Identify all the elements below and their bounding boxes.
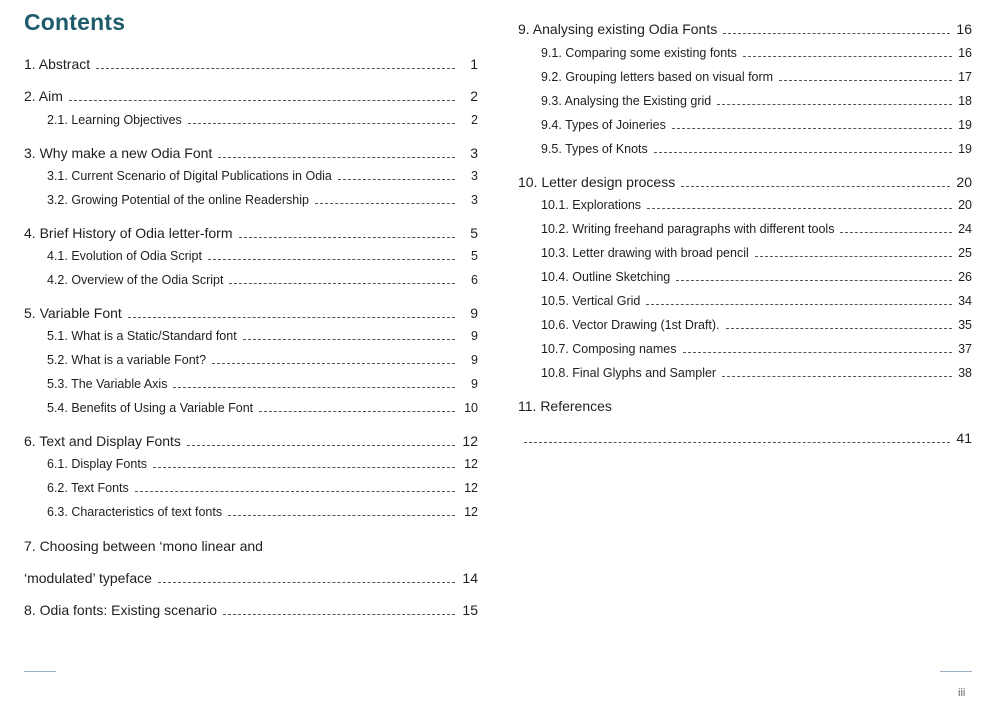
toc-entry-page: 16: [958, 46, 972, 60]
toc-entry-label: 9. Analysing existing Odia Fonts: [518, 21, 718, 37]
toc-entry[interactable]: [518, 430, 972, 446]
dot-leader: [128, 317, 455, 318]
toc-entry[interactable]: [518, 222, 972, 236]
toc-entry-page: 19: [958, 142, 972, 156]
dot-leader: [315, 203, 455, 204]
dot-leader: [158, 582, 455, 583]
toc-entry[interactable]: [24, 145, 478, 161]
toc-entry[interactable]: [518, 21, 972, 37]
toc-entry[interactable]: [24, 193, 478, 207]
toc-entry-label: 9.5. Types of Knots: [541, 142, 648, 156]
toc-entry-page: 9: [470, 305, 478, 321]
dot-leader: [223, 614, 455, 615]
toc-entry-label: 10.7. Composing names: [541, 342, 677, 356]
contents-title: Contents: [24, 9, 126, 35]
toc-entry[interactable]: [24, 401, 478, 415]
toc-entry-label: 4. Brief History of Odia letter-form: [24, 225, 233, 241]
toc-entry[interactable]: [24, 602, 478, 618]
toc-entry[interactable]: [24, 113, 478, 127]
toc-entry[interactable]: [24, 353, 478, 367]
toc-entry-page: 12: [464, 457, 478, 471]
dot-leader: [722, 376, 952, 377]
toc-entry[interactable]: [518, 342, 972, 356]
toc-entry-page: 2: [471, 113, 478, 127]
toc-entry-label: 10.3. Letter drawing with broad pencil: [541, 246, 749, 260]
dot-leader: [69, 100, 455, 101]
toc-entry[interactable]: [24, 481, 478, 495]
dot-leader: [683, 352, 953, 353]
dot-leader: [654, 152, 952, 153]
toc-entry-label: 3. Why make a new Odia Font: [24, 145, 213, 161]
toc-entry-page: 18: [958, 94, 972, 108]
toc-entry[interactable]: [24, 273, 478, 287]
toc-entry-page: 16: [956, 21, 972, 37]
toc-entry[interactable]: [24, 377, 478, 391]
toc-entry[interactable]: [24, 56, 478, 72]
toc-entry-label: 4.2. Overview of the Odia Script: [47, 273, 224, 287]
toc-entry-page: 1: [470, 56, 478, 72]
toc-entry-label: ‘modulated’ typeface: [24, 570, 152, 586]
toc-entry[interactable]: [518, 118, 972, 132]
toc-entry-page: 19: [958, 118, 972, 132]
toc-entry-label: 9.4. Types of Joineries: [541, 118, 666, 132]
toc-entry[interactable]: [24, 225, 478, 241]
dot-leader: [218, 157, 455, 158]
dot-leader: [676, 280, 952, 281]
footer-rule-left: [24, 671, 56, 672]
toc-entry-label: 8. Odia fonts: Existing scenario: [24, 602, 217, 618]
toc-entry-label: 6.2. Text Fonts: [47, 481, 129, 495]
toc-entry-page: 26: [958, 270, 972, 284]
toc-entry-label: 3.1. Current Scenario of Digital Publications in Odia: [47, 169, 332, 183]
toc-entry-page: 15: [462, 602, 478, 618]
dot-leader: [726, 328, 953, 329]
dot-leader: [338, 179, 455, 180]
dot-leader: [681, 186, 950, 187]
page-number: iii: [958, 687, 966, 699]
toc-entry[interactable]: [24, 88, 478, 104]
toc-entry-label: 6.1. Display Fonts: [47, 457, 148, 471]
dot-leader: [208, 259, 455, 260]
toc-entry[interactable]: [518, 318, 972, 332]
toc-entry[interactable]: [24, 329, 478, 343]
toc-entry-page: 12: [464, 481, 478, 495]
toc-entry-label: 5.2. What is a variable Font?: [47, 353, 207, 367]
toc-entry[interactable]: [24, 249, 478, 263]
toc-entry[interactable]: [518, 198, 972, 212]
dot-leader: [135, 491, 455, 492]
toc-entry-label: 1. Abstract: [24, 56, 91, 72]
toc-entry-label: 5.1. What is a Static/Standard font: [47, 329, 237, 343]
toc-entry-page: 34: [958, 294, 972, 308]
toc-entry[interactable]: [518, 246, 972, 260]
dot-leader: [743, 56, 952, 57]
dot-leader: [779, 80, 952, 81]
toc-entry-page: 17: [958, 70, 972, 84]
toc-entry-page: 5: [471, 249, 478, 263]
toc-entry[interactable]: [24, 433, 478, 449]
toc-entry-page: 35: [958, 318, 972, 332]
toc-entry[interactable]: [518, 70, 972, 84]
dot-leader: [228, 515, 455, 516]
toc-entry-label: 9.3. Analysing the Existing grid: [541, 94, 712, 108]
dot-leader: [840, 232, 952, 233]
toc-entry-label: 10.4. Outline Sketching: [541, 270, 671, 284]
dot-leader: [672, 128, 952, 129]
dot-leader: [229, 283, 455, 284]
dot-leader: [212, 363, 455, 364]
dot-leader: [755, 256, 952, 257]
toc-entry-label: 4.1. Evolution of Odia Script: [47, 249, 202, 263]
toc-entry-label: 5.3. The Variable Axis: [47, 377, 168, 391]
toc-entry-label: 6. Text and Display Fonts: [24, 433, 181, 449]
toc-entry-page: 12: [462, 433, 478, 449]
dot-leader: [646, 304, 952, 305]
dot-leader: [239, 237, 455, 238]
dot-leader: [153, 467, 455, 468]
toc-entry-page: 6: [471, 273, 478, 287]
toc-entry-label: 10.1. Explorations: [541, 198, 642, 212]
toc-entry-label: 10.6. Vector Drawing (1st Draft).: [541, 318, 720, 332]
toc-entry[interactable]: [24, 505, 478, 519]
toc-entry-page: 38: [958, 366, 972, 380]
toc-entry-label: 11. References: [518, 398, 612, 414]
toc-entry[interactable]: [518, 366, 972, 380]
toc-entry[interactable]: [518, 294, 972, 308]
toc-entry-page: 3: [471, 193, 478, 207]
toc-entry[interactable]: [518, 398, 972, 414]
toc-entry-page: 20: [958, 198, 972, 212]
toc-entry-page: 14: [462, 570, 478, 586]
toc-entry-page: 10: [464, 401, 478, 415]
toc-entry-label: 3.2. Growing Potential of the online Readership: [47, 193, 309, 207]
dot-leader: [524, 442, 950, 443]
toc-entry[interactable]: [24, 457, 478, 471]
toc-entry-page: 5: [470, 225, 478, 241]
toc-entry-label: 5. Variable Font: [24, 305, 122, 321]
toc-entry-page: 9: [471, 329, 478, 343]
toc-entry-label: 10.8. Final Glyphs and Sampler: [541, 366, 717, 380]
toc-entry-page: 20: [956, 174, 972, 190]
dot-leader: [96, 68, 455, 69]
toc-entry-page: 12: [464, 505, 478, 519]
toc-entry-label: 2.1. Learning Objectives: [47, 113, 182, 127]
toc-entry-page: 9: [471, 377, 478, 391]
toc-entry[interactable]: [518, 46, 972, 60]
toc-entry-label: 6.3. Characteristics of text fonts: [47, 505, 223, 519]
dot-leader: [243, 339, 455, 340]
dot-leader: [259, 411, 455, 412]
toc-entry[interactable]: [518, 174, 972, 190]
toc-entry-page: 9: [471, 353, 478, 367]
toc-entry-label: 10.5. Vertical Grid: [541, 294, 641, 308]
toc-entry-page: 2: [470, 88, 478, 104]
toc-entry-page: 3: [470, 145, 478, 161]
toc-entry-label: 10.2. Writing freehand paragraphs with different tools: [541, 222, 835, 236]
toc-entry-label: 10. Letter design process: [518, 174, 676, 190]
dot-leader: [188, 123, 455, 124]
dot-leader: [173, 387, 455, 388]
toc-entry[interactable]: [518, 142, 972, 156]
toc-entry[interactable]: [24, 538, 478, 554]
footer-rule-right: [940, 671, 972, 672]
dot-leader: [187, 445, 455, 446]
toc-entry-label: 9.1. Comparing some existing fonts: [541, 46, 737, 60]
dot-leader: [717, 104, 952, 105]
toc-entry[interactable]: [24, 305, 478, 321]
toc-entry-page: 24: [958, 222, 972, 236]
toc-entry-page: 3: [471, 169, 478, 183]
toc-entry[interactable]: [24, 570, 478, 586]
toc-entry-page: 25: [958, 246, 972, 260]
toc-entry-label: 9.2. Grouping letters based on visual form: [541, 70, 774, 84]
toc-entry[interactable]: [518, 94, 972, 108]
toc-entry-page: 41: [956, 430, 972, 446]
dot-leader: [647, 208, 952, 209]
toc-entry[interactable]: [518, 270, 972, 284]
toc-entry-label: 2. Aim: [24, 88, 63, 104]
toc-entry[interactable]: [24, 169, 478, 183]
dot-leader: [723, 33, 950, 34]
toc-entry-page: 37: [958, 342, 972, 356]
toc-entry-label: 5.4. Benefits of Using a Variable Font: [47, 401, 254, 415]
toc-entry-label: 7. Choosing between ‘mono linear and: [24, 538, 263, 554]
